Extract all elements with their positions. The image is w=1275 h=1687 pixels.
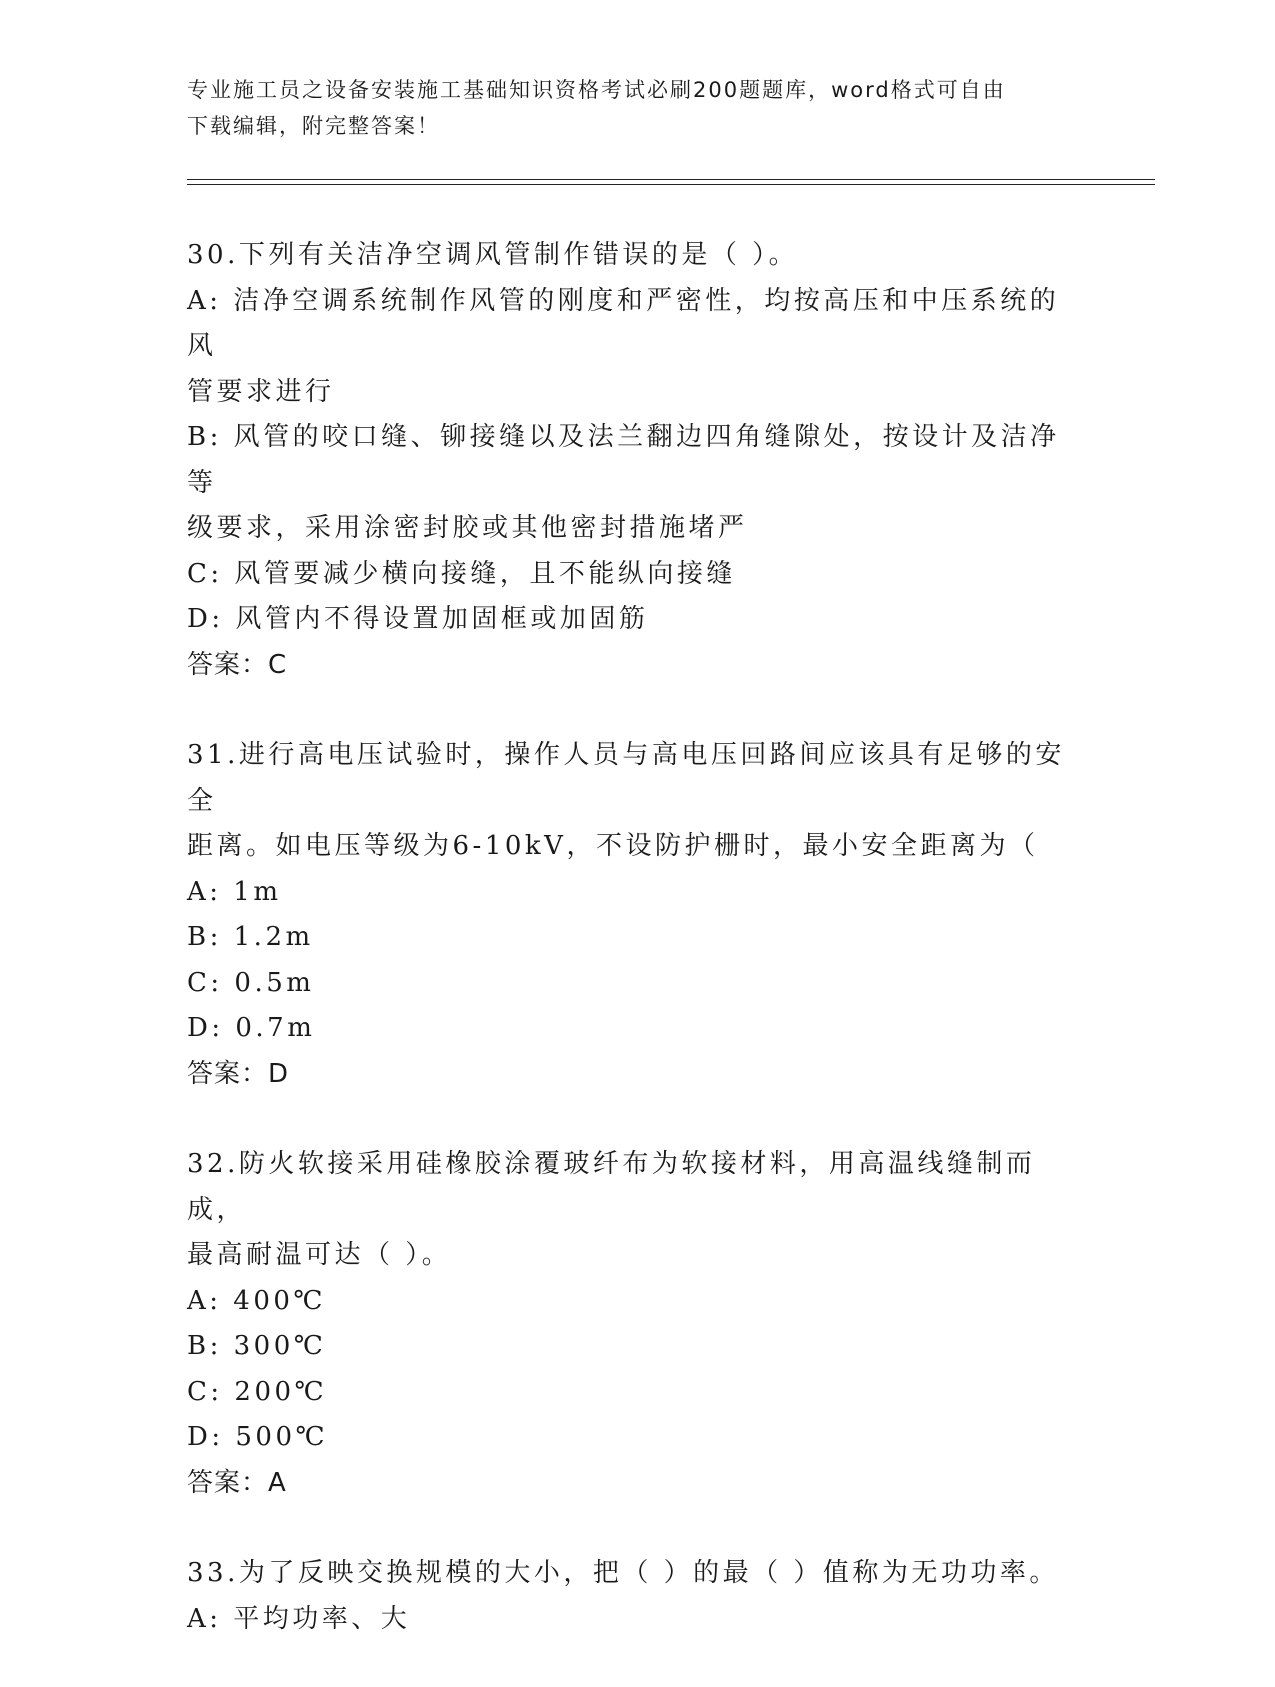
option-c: C: 0.5m — [187, 967, 315, 998]
option-d: D: 0.7m — [187, 1013, 316, 1043]
option-a: A: 400℃ — [187, 1285, 327, 1316]
document-header — [187, 72, 1077, 144]
header-title-line-2: 下载编辑，附完整答案！ — [187, 114, 440, 138]
option-d: D: 风管内不得设置加固框或加固筋 — [187, 604, 649, 634]
option-b-line-2: 级要求，采用涂密封胶或其他密封措施堵严 — [187, 513, 748, 543]
question-stem-line-2: 距离。如电压等级为6-10kV，不设防护栅时，最小安全距离为（ — [187, 831, 1039, 861]
question-stem-line-1: 31.进行高电压试验时，操作人员与高电压回路间应该具有足够的安全 — [187, 740, 1065, 816]
question-30 — [187, 233, 1087, 688]
question-stem: 33.为了反映交换规模的大小，把（ ）的最（ ）值称为无功功率。 — [187, 1558, 1059, 1588]
question-stem-line-1: 32.防火软接采用硅橡胶涂覆玻纤布为软接材料，用高温线缝制而成， — [187, 1149, 1036, 1225]
option-c: C: 风管要减少横向接缝，且不能纵向接缝 — [187, 558, 736, 589]
answer-label: 答案：A — [187, 1467, 287, 1498]
option-a: A: 平均功率、大 — [187, 1603, 411, 1634]
question-33 — [187, 1551, 1087, 1642]
question-31 — [187, 733, 1087, 1097]
option-b: B: 300℃ — [187, 1331, 327, 1361]
header-title-line-1: 专业施工员之设备安装施工基础知识资格考试必刷200题题库，word格式可自由 — [187, 78, 1006, 102]
option-b-line-1: B: 风管的咬口缝、铆接缝以及法兰翻边四角缝隙处，按设计及洁净等 — [187, 422, 1060, 498]
question-list — [187, 233, 1087, 1687]
question-32 — [187, 1142, 1087, 1506]
option-b: B: 1.2m — [187, 922, 314, 952]
question-stem: 30.下列有关洁净空调风管制作错误的是（ ）。 — [187, 240, 799, 270]
option-a-line-2: 管要求进行 — [187, 376, 335, 407]
header-divider-top — [187, 179, 1155, 180]
option-c: C: 200℃ — [187, 1376, 328, 1407]
question-stem-line-2: 最高耐温可达（ ）。 — [187, 1240, 452, 1270]
option-a-line-1: A: 洁净空调系统制作风管的刚度和严密性，均按高压和中压系统的风 — [187, 285, 1060, 361]
option-d: D: 500℃ — [187, 1422, 329, 1452]
option-a: A: 1m — [187, 876, 282, 907]
header-divider-bottom — [187, 184, 1155, 185]
answer-label: 答案：D — [187, 1058, 290, 1089]
answer-label: 答案：C — [187, 649, 288, 680]
